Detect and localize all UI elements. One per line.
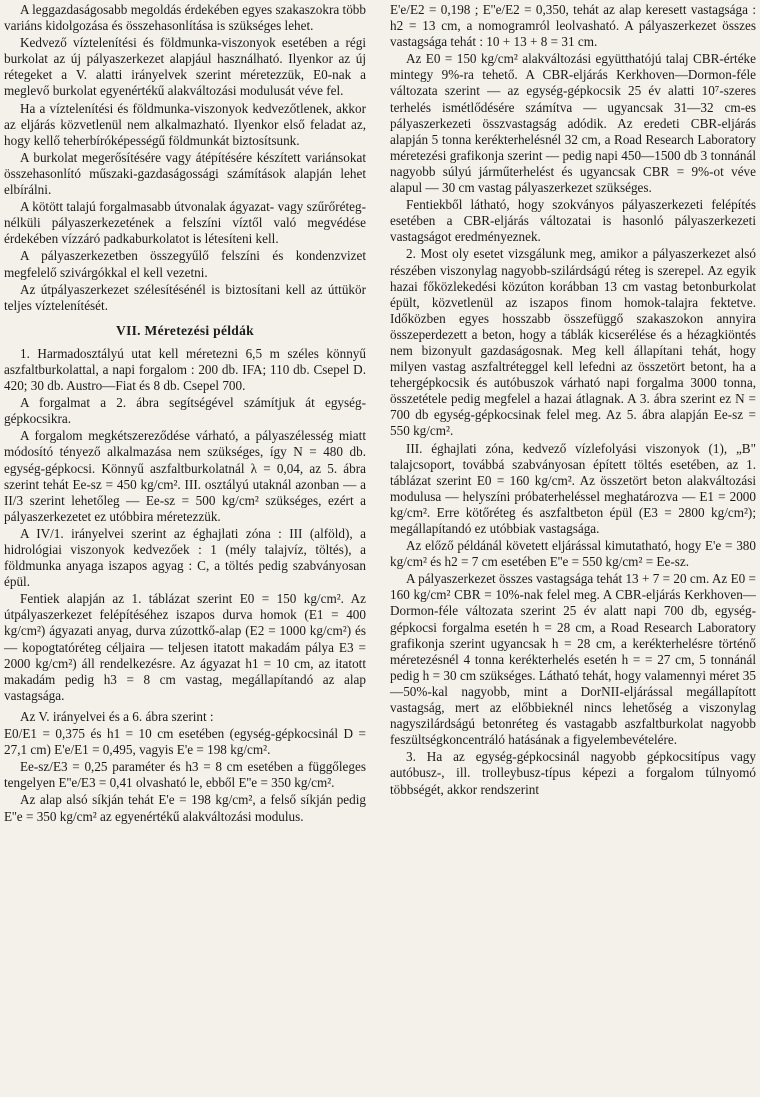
paragraph: Az alap alsó síkján tehát E'e = 198 kg/cm², a felső síkján pedig E''e = 350 kg/cm² az egyenértékű alakváltozási modulus. bbox=[4, 792, 366, 824]
paragraph: Fentiek alapján az 1. táblázat szerint E0 = 150 kg/cm². Az útpályaszerkezet felépítéséhez iszapos durva homok (E1 = 400 kg/cm²) ágyazati anyag, durva zúzottkő-alap (E2 = 1000 kg/cm²) és — kopogtatóréteg céljaira — teljesen itatott makadám pálya E3 = 2000 kg/cm²) áll rendelkezésre. Az ágyazat h1 = 10 cm, az itatott makadám pedig h3 = 8 cm vastag, megállapítandó az alap vastagsága. bbox=[4, 591, 366, 703]
paragraph: A kötött talajú forgalmasabb útvonalak ágyazat- vagy szűrőréteg-nélküli pályaszerkezetének a felszíni víztől való megvédése érdekében vízzáró padkaburkolatot is létesíteni kell. bbox=[4, 199, 366, 247]
paragraph: A pályaszerkezet összes vastagsága tehát 13 + 7 = 20 cm. Az E0 = 160 kg/cm² CBR = 10%-nak felel meg. A CBR-eljárás Kerkhoven—Dormon-féle változata szerint 25 év alatt napi 700 db, egység-gépkocsi forgalma esetén h = 28 cm, a Road Research Laboratory grafikonja szerint ugyancsak h = 28 cm, a kerékterhelésre történő méretezésnél 4 tonna kerékterhelés esetén h = = 27 cm, 5 tonnánál pedig h = 30 cm szükséges. Látható tehát, hogy valamennyi méret 35—50%-kal nagyobb, mint a DorNII-eljárással megállapított vastagság, mert az előbbieknél nincs lehetőség a viszonylag nagyszilárdságú betonréteg és vastagabb aszfaltburkolat nagyobb feszültségkoncentráló hatásának a figyelembevételére. bbox=[390, 571, 756, 748]
paragraph: A forgalom megkétszereződése várható, a pályaszélesség miatt módosító tényező alkalmazása nem szükséges, így N = 480 db. egység-gépkocsi. Könnyű aszfaltburkolatnál λ = 0,04, az 5. ábra szerint tehát Ee-sz = 450 kg/cm². III. osztályú utaknál azonban — a II/3 szerint lehetőleg — Ee-sz = 500 kg/cm² szükséges, ezért a pályaszerkezetet ez utóbbira méretezzük. bbox=[4, 428, 366, 524]
paragraph: Kedvező víztelenítési és földmunka-viszonyok esetében a régi burkolat az új pályaszerkezet alapjául használható. Ilyenkor az új rétegeket a V. alatti irányelvek szerint méretezzük, E0-nak a meglevő burkolat egyenértékű alakváltozási modulusát véve fel. bbox=[4, 35, 366, 99]
right-column bbox=[390, 2, 756, 798]
paragraph: Az útpályaszerkezet szélesítésénél is biztosítani kell az úttükör teljes víztelenítését. bbox=[4, 281, 366, 313]
paragraph: A burkolat megerősítésére vagy átépítésére készített variánsokat összehasonlító műszaki-gazdaságossági számítások alapján lehet elbírálni. bbox=[4, 149, 366, 198]
paragraph: Az előző példánál követett eljárással kimutatható, hogy E'e = 380 kg/cm² és h2 = 7 cm esetében E''e = 550 kg/cm² = Ee-sz. bbox=[390, 538, 756, 570]
section-heading: VII. Méretezési példák bbox=[116, 322, 254, 338]
paragraph: Az E0 = 150 kg/cm² alakváltozási együtthatójú talaj CBR-értéke mintegy 9%-ra tehető. A CBR-eljárás Kerkhoven—Dormon-féle változata szerint — az egység-gépkocsik 25 év alatti 10⁷-szeres terhelés ismétlődésére számítva — ugyancsak 31—32 cm-es pályaszerkezeti összvastagság adódik. Az eredeti CBR-eljárás alapján 5 tonna kerékterhelésnél 32 cm, a Road Research Laboratory méretezési grafikonja szerint — pedig napi 450—1500 db 3 tonnánál nagyobb súlyú járműterhelést és ugyancsak CBR = 9%-ot véve alapul — 30 cm vastag pályaszerkezet szükséges. bbox=[390, 51, 756, 196]
paragraph: E0/E1 = 0,375 és h1 = 10 cm esetében (egység-gépkocsinál D = 27,1 cm) E'e/E1 = 0,495, vagyis E'e = 198 kg/cm². bbox=[4, 726, 366, 758]
paragraph: 1. Harmadosztályú utat kell méretezni 6,5 m széles könnyű aszfaltburkolattal, a napi forgalom : 200 db. IFA; 110 db. Csepel D. 420; 30 db. Austro—Fiat és 8 db. Csepel 700. bbox=[4, 345, 366, 394]
paragraph: Az V. irányelvei és a 6. ábra szerint : bbox=[20, 708, 214, 724]
paragraph: 3. Ha az egység-gépkocsinál nagyobb gépkocsitípus vagy autóbusz-, ill. trolleybusz-típus képezi a forgalom túlnyomó többségét, akkor rendszerint bbox=[390, 749, 756, 797]
paragraph: Ha a víztelenítési és földmunka-viszonyok kedvezőtlenek, akkor az eljárás közvetlenül nem alkalmazható. Ilyenkor első feladat az, hogy kellő teherbíróképességű földmunkát biztosítsunk. bbox=[4, 100, 366, 148]
paragraph: A IV/1. irányelvei szerint az éghajlati zóna : III (alföld), a hidrológiai viszonyok kedvezőek : 1 (mély talajvíz, töltés), a földmunka anyaga iszapos agyag : C, a töltés pedig szabványosan épül. bbox=[4, 525, 366, 590]
paragraph: 2. Most oly esetet vizsgálunk meg, amikor a pályaszerkezet alsó részében viszonylag nagyobb-szilárdságú réteg is szerepel. Az egyik hazai főközlekedési közúton korábban 13 cm vastag betonburkolat épült, közvetlenül az iszapos finom homok-talajra fektetve. Időközben egyes hosszabb összefüggő szakaszokon annyira összeperdezett a beton, hogy a táblák kicserélése és a hézagkiöntés nem bizonyult gazdaságosnak. Meg kell állapítani tehát, hogy milyen vastag aszfaltréteggel kell lefedni az összetört betont, ha a tehergépkocsik és autóbuszok várható napi forgalma 3000 tonna, összetétele pedig megfelel a hazai átlagnak. A 3. ábra szerint ez N = 700 db egység-gépkocsinak felel meg. Az 5. ábra alapján Ee-sz = 550 kg/cm². bbox=[390, 246, 756, 439]
paragraph: E'e/E2 = 0,198 ; E''e/E2 = 0,350, tehát az alap keresett vastagsága : h2 = 13 cm, a nomogramról leolvasható. A pályaszerkezet összes vastagsága tehát : 10 + 13 + 8 = 31 cm. bbox=[390, 2, 756, 50]
left-column bbox=[4, 2, 366, 825]
paragraph: III. éghajlati zóna, kedvező vízlefolyási viszonyok (1), „B" talajcsoport, továbbá szabványosan épített töltés esetében, az 1. táblázat szerint E0 = 160 kg/cm². Az összetört beton alakváltozási modulusa — helyszíni próbaterheléssel meghatározva — E1 = 2000 kg/cm². Erre kötőréteg és aszfaltbeton épül (E3 = 2800 kg/cm²); megállapítandó ez utóbbiak vastagsága. bbox=[390, 440, 756, 536]
paragraph: Ee-sz/E3 = 0,25 paraméter és h3 = 8 cm esetében a függőleges tengelyen E''e/E3 = 0,41 olvasható le, ebből E''e = 350 kg/cm². bbox=[4, 759, 366, 791]
paragraph: A forgalmat a 2. ábra segítségével számítjuk át egység-gépkocsikra. bbox=[4, 395, 366, 427]
paragraph: A pályaszerkezetben összegyűlő felszíni és kondenzvizet megfelelő szivárgókkal el kell vezetni. bbox=[4, 248, 366, 280]
paragraph: A leggazdaságosabb megoldás érdekében egyes szakaszokra több variáns kidolgozása és összehasonlítása is szükséges lehet. bbox=[4, 2, 366, 34]
paragraph: Fentiekből látható, hogy szokványos pályaszerkezeti felépítés esetében a CBR-eljárás változatai is hasonló pályaszerkezeti vastagságot eredményeznek. bbox=[390, 197, 756, 245]
